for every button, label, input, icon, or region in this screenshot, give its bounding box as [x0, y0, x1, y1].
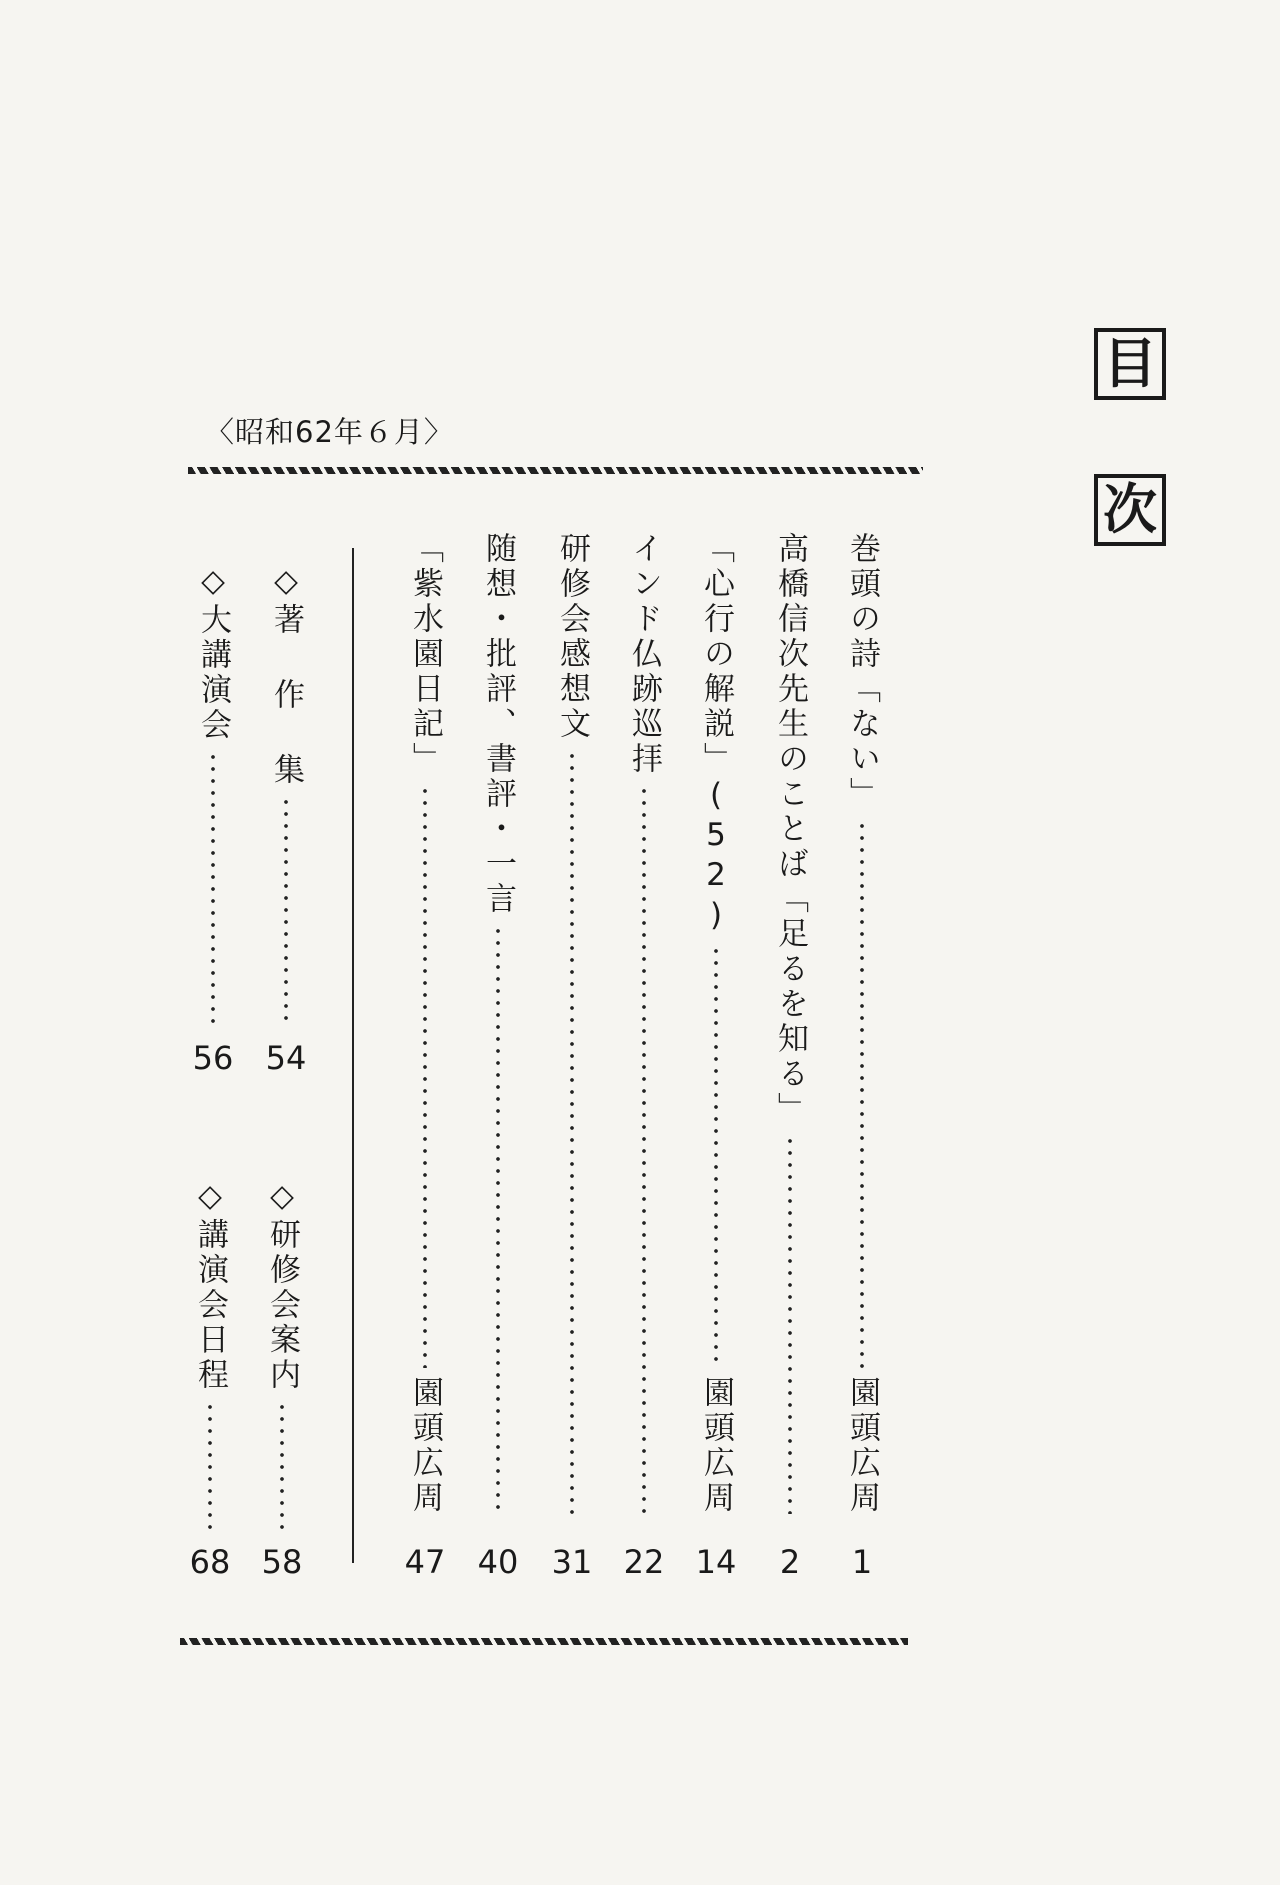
toc-title: 「心行の解説」(52): [698, 532, 734, 937]
toc-author: 園頭広周: [698, 1376, 734, 1516]
toc-entry[interactable]: [552, 532, 592, 1522]
dot-leader: [842, 820, 882, 1368]
toc-page-number: 22: [623, 1543, 665, 1581]
toc-page-number: 1: [851, 1543, 873, 1581]
toc-entry[interactable]: [624, 532, 664, 1522]
extra-page-number: 68: [189, 1543, 231, 1581]
toc-entry[interactable]: [405, 532, 445, 1522]
heading-char-2: 次: [1103, 478, 1157, 541]
toc-page-number: 31: [551, 1543, 593, 1581]
extra-page-number: 56: [192, 1039, 234, 1077]
extra-page-number: 54: [265, 1039, 307, 1077]
toc-title: 高橋信次先生のことば「足るを知る」: [772, 532, 808, 1127]
toc-author: 園頭広周: [407, 1376, 443, 1516]
extra-entry[interactable]: [262, 1178, 302, 1540]
dot-leader: [770, 1135, 810, 1514]
dot-leader: [405, 785, 445, 1368]
top-rule: [188, 467, 923, 474]
toc-title: インド仏跡巡拝: [626, 532, 662, 777]
dot-leader: [696, 945, 736, 1368]
dot-leader: [193, 751, 233, 1025]
issue-date: 〈昭和62年６月〉: [205, 415, 454, 449]
extra-title: ◇研修会案内: [264, 1178, 300, 1393]
column-separator: [352, 548, 354, 1563]
heading-box-1: [1094, 328, 1166, 400]
extra-entry[interactable]: [193, 563, 233, 1033]
toc-page-number: 14: [695, 1543, 737, 1581]
toc-page-number: 47: [404, 1543, 446, 1581]
dot-leader: [266, 796, 306, 1025]
toc-author: 園頭広周: [844, 1376, 880, 1516]
dot-leader: [624, 785, 664, 1514]
extra-entry[interactable]: [190, 1178, 230, 1540]
toc-title: 巻頭の詩「ない」: [844, 532, 880, 812]
extra-title: ◇講演会日程: [192, 1178, 228, 1393]
extra-page-number: 58: [261, 1543, 303, 1581]
heading-char-1: 目: [1103, 332, 1157, 395]
extra-entry[interactable]: [266, 563, 306, 1033]
toc-entry[interactable]: [696, 532, 736, 1522]
bottom-rule: [180, 1638, 908, 1645]
toc-title: 随想・批評、書評・一言: [480, 532, 516, 917]
extra-title: ◇大講演会: [195, 563, 231, 743]
toc-entry[interactable]: [478, 532, 518, 1522]
toc-title: 「紫水園日記」: [407, 532, 443, 777]
toc-entry[interactable]: [770, 532, 810, 1522]
dot-leader: [478, 925, 518, 1514]
dot-leader: [262, 1401, 302, 1532]
dot-leader: [552, 750, 592, 1514]
toc-page-number: 40: [477, 1543, 519, 1581]
dot-leader: [190, 1401, 230, 1532]
toc-entry[interactable]: [842, 532, 882, 1522]
extra-title: ◇著 作 集: [268, 563, 304, 788]
heading-box-2: [1094, 474, 1166, 546]
toc-page-number: 2: [779, 1543, 801, 1581]
toc-title: 研修会感想文: [554, 532, 590, 742]
